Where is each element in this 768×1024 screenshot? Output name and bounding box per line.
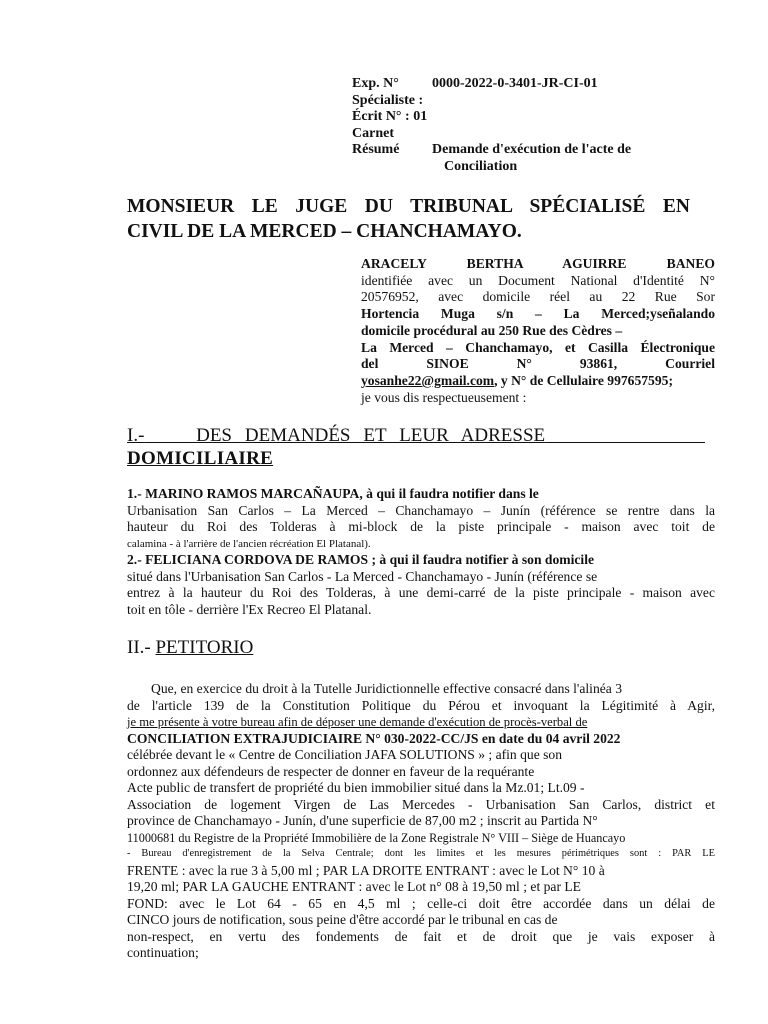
petition-line11: - Bureau d'enregistrement de la Selva Centrale; dont les limites et les mesures périmétriques sont : PAR LE <box>127 848 715 859</box>
specialist-row <box>352 93 427 110</box>
plaintiff-line7: del SINOE N° 93861, Courriel <box>361 356 715 372</box>
plaintiff-line3: 20576952, avec domicile réel au 22 Rue Sor <box>361 289 715 305</box>
petition-line3: je me présente à votre bureau afin de déposer une demande d'exécution de procès-verbal de <box>127 715 588 729</box>
defendant1-head: 1.- MARINO RAMOS MARCAÑAUPA, à qui il faudra notifier dans le <box>127 486 539 501</box>
section-petition-title: PETITORIO <box>155 637 254 658</box>
title-line2: CIVIL DE LA MERCED – CHANCHAMAYO. <box>127 221 522 242</box>
defendants-list <box>127 486 715 618</box>
summary-label: Résumé <box>352 142 400 157</box>
writ-number-row <box>352 109 427 126</box>
petition-line9: province de Chanchamayo - Junín, d'une superficie de 87,00 m2 ; inscrit au Partida N° <box>127 813 598 828</box>
plaintiff-line2: identifiée avec un Document National d'Identité N° <box>361 272 715 288</box>
petition-line6: ordonnez aux défendeurs de respecter de donner en faveur de la requérante <box>127 763 535 779</box>
defendant2-line2: situé dans l'Urbanisation San Carlos - La Merced - Chanchamayo - Junín (référence se <box>127 568 598 584</box>
summary-row <box>352 142 632 159</box>
case-number-value: 0000-2022-0-3401-JR-CI-01 <box>432 76 598 91</box>
defendant2-line3: entrez à la hauteur du Roi des Tolderas, à une demi-carré de la piste principale - maison avec <box>127 585 715 600</box>
petition-line16: non-respect, en vertu des fondements de fait et de droit que je vais exposer à <box>127 928 715 944</box>
title-line1: MONSIEUR LE JUGE DU TRIBUNAL SPÉCIALISÉ EN <box>127 196 690 217</box>
petition-line1: Que, en exercice du droit à la Tutelle Juridictionnelle effective consacré dans l'alinéa 3 <box>151 681 623 696</box>
carnet-row <box>352 126 427 143</box>
section-defendants-number: I.- <box>127 425 145 446</box>
specialist-label: Spécialiste : <box>352 92 424 108</box>
section-defendants-heading <box>127 424 705 470</box>
plaintiff-line4: Hortencia Muga s/n – La Merced;yseñalando <box>361 306 715 322</box>
petition-line2: de l'article 139 de la Constitution Politique du Pérou et invoquant la Légitimité à Agir, <box>127 697 715 713</box>
carnet-label: Carnet <box>352 125 394 141</box>
petition-line8: Association de logement Virgen de Las Mercedes - Urbanisation San Carlos, district et <box>127 796 715 812</box>
section-defendants-title: DES DEMANDÉS ET LEUR ADRESSE <box>196 425 546 446</box>
case-number-row <box>352 76 598 93</box>
plaintiff-line5: domicile procédural au 250 Rue des Cèdres – <box>361 322 623 338</box>
petition-line17: continuation; <box>127 945 199 960</box>
petition-line13: 19,20 ml; PAR LA GAUCHE ENTRANT : avec le Lot n° 08 à 19,50 ml ; et par LE <box>127 879 581 894</box>
case-header <box>352 76 632 175</box>
petition-line14: FOND: avec le Lot 64 - 65 en 4,5 ml ; celle-ci doit être accordée dans un délai de <box>127 895 715 911</box>
plaintiff-name: ARACELY BERTHA AGUIRRE BANEO <box>361 256 715 271</box>
summary-row-cont <box>352 158 518 176</box>
plaintiff-email: yosanhe22@gmail.com <box>361 372 495 388</box>
writ-number-label: Écrit N° : 01 <box>352 109 428 124</box>
defendant1-line4: calamina - à l'arrière de l'ancien récréation El Platanal). <box>127 537 371 550</box>
plaintiff-block <box>361 256 715 406</box>
section-petition-number: II.- <box>127 637 151 658</box>
plaintiff-salutation: je vous dis respectueusement : <box>361 389 527 405</box>
section-defendants-title-line2: DOMICILIAIRE <box>127 448 274 469</box>
summary-value-line2: Conciliation <box>444 158 518 174</box>
section-petition-heading <box>127 636 253 659</box>
section-defendants-title-line1 <box>127 424 705 447</box>
petition-line5: célébrée devant le « Centre de Conciliation JAFA SOLUTIONS » ; afin que son <box>127 747 563 762</box>
defendant1-line3: hauteur du Roi des Tolderas à mi-block de la piste principale - maison avec toit de <box>127 519 715 534</box>
case-number-label: Exp. N° <box>352 76 399 91</box>
petition-line12: FRENTE : avec la rue 3 à 5,00 ml ; PAR LA DROITE ENTRANT : avec le Lot N° 10 à <box>127 862 605 878</box>
petition-line7: Acte public de transfert de propriété du bien immobilier situé dans la Mz.01; Lt.09 - <box>127 780 585 795</box>
petition-line10: 11000681 du Registre de la Propriété Immobilière de la Zone Registrale N° VIII – Siège de Huancayo <box>127 830 626 845</box>
summary-value-line1: Demande d'exécution de l'acte de <box>432 142 632 157</box>
plaintiff-line8 <box>361 373 715 390</box>
defendant2-line4: toit en tôle - derrière l'Ex Recreo El Platanal. <box>127 601 372 617</box>
plaintiff-line6: La Merced – Chanchamayo, et Casilla Électronique <box>361 339 715 355</box>
petition-line4: CONCILIATION EXTRAJUDICIAIRE N° 030-2022-CC/JS en date du 04 avril 2022 <box>127 730 621 746</box>
defendant2-head: 2.- FELICIANA CORDOVA DE RAMOS ; à qui il faudra notifier à son domicile <box>127 552 595 567</box>
petition-body <box>127 681 715 962</box>
plaintiff-phone: , y N° de Cellulaire 997657595; <box>494 372 673 388</box>
petition-line15: CINCO jours de notification, sous peine d'être accordé par le tribunal en cas de <box>127 912 558 927</box>
defendant1-line2: Urbanisation San Carlos – La Merced – Chanchamayo – Junín (référence se rentre dans la <box>127 502 715 518</box>
document-title <box>127 194 690 244</box>
